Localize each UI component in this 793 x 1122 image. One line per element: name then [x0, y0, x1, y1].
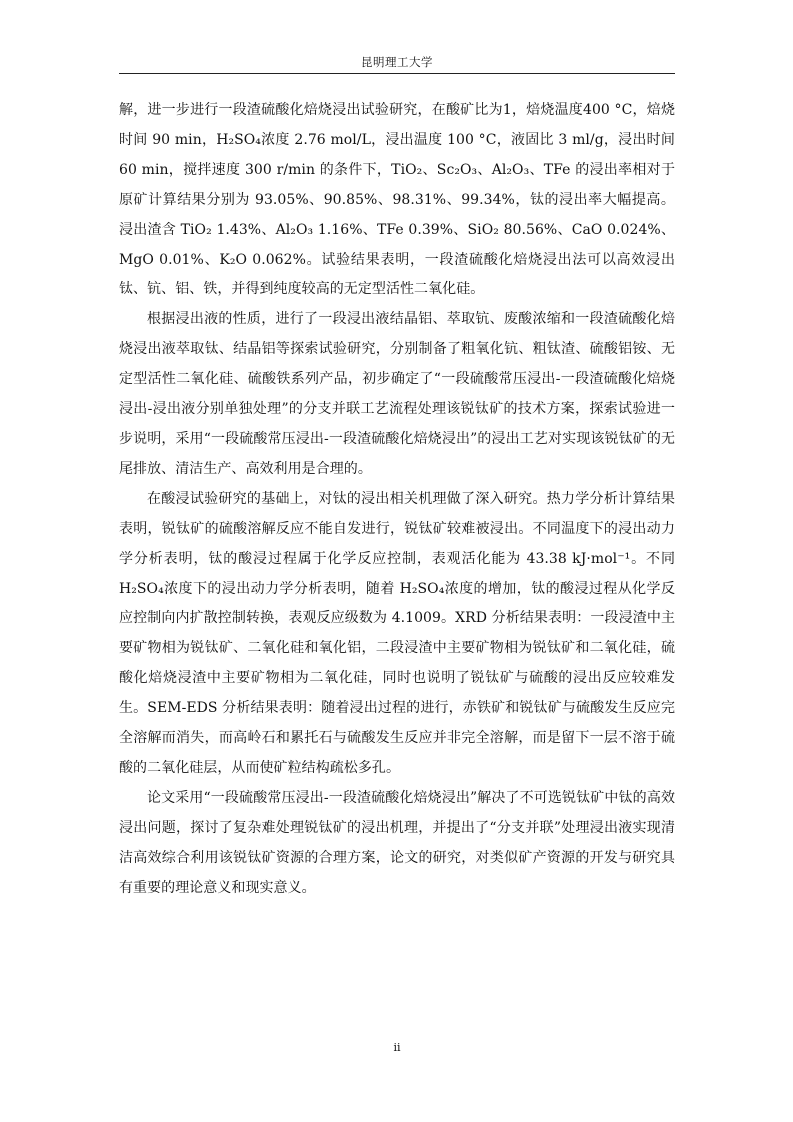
paragraph-continuation: 解，进一步进行一段渣硫酸化焙烧浸出试验研究，在酸矿比为1，焙烧温度400 °C，焙烧时间 90 min，H₂SO₄浓度 2.76 mol/L，浸出温度 100 °C，液固比 3 ml/g，浸出时间 60 min，搅拌速度 300 r/min 的条件下，TiO₂、Sc₂O₃、Al₂O₃、TFe 的浸出率相对于原矿计算结果分别为 93.05%、90.85%、98.31%、99.34%，钛的浸出率大幅提高。浸出渣含 TiO₂ 1.43%、Al₂O₃ 1.16%、TFe 0.39%、SiO₂ 80.56%、CaO 0.024%、MgO 0.01%、K₂O 0.062%。试验结果表明，一段渣硫酸化焙烧浸出法可以高效浸出钛、钪、铝、铁，并得到纯度较高的无定型活性二氧化硅。 — [119, 102, 675, 298]
paragraph: 根据浸出液的性质，进行了一段浸出液结晶铝、萃取钪、废酸浓缩和一段渣硫酸化焙烧浸出液萃取钛、结晶铝等探索试验研究，分别制备了粗氧化钪、粗钛渣、硫酸铝铵、无定型活性二氧化硅、硫酸铁系列产品，初步确定了“一段硫酸常压浸出-一段渣硫酸化焙烧浸出-浸出液分别单独处理”的分支并联工艺流程处理该锐钛矿的技术方案，探索试验进一步说明，采用“一段硫酸常压浸出-一段渣硫酸化焙烧浸出”的浸出工艺对实现该锐钛矿的无尾排放、清洁生产、高效利用是合理的。 — [119, 311, 675, 477]
running-header: 昆明理工大学 — [361, 55, 433, 69]
page-number: ii — [393, 1041, 401, 1054]
header-rule — [119, 73, 675, 74]
body-text — [119, 96, 675, 903]
paragraph: 论文采用“一段硫酸常压浸出-一段渣硫酸化焙烧浸出”解决了不可选锐钛矿中钛的高效浸出问题，探讨了复杂难处理锐钛矿的浸出机理，并提出了“分支并联”处理浸出液实现清洁高效综合利用该锐钛矿资源的合理方案，论文的研究，对类似矿产资源的开发与研究具有重要的理论意义和现实意义。 — [119, 789, 675, 896]
paragraph: 在酸浸试验研究的基础上，对钛的浸出相关机理做了深入研究。热力学分析计算结果表明，锐钛矿的硫酸溶解反应不能自发进行，锐钛矿较难被浸出。不同温度下的浸出动力学分析表明，钛的酸浸过程属于化学反应控制，表观活化能为 43.38 kJ·mol⁻¹。不同 H₂SO₄浓度下的浸出动力学分析表明，随着 H₂SO₄浓度的增加，钛的酸浸过程从化学反应控制向内扩散控制转换，表观反应级数为 4.1009。XRD 分析结果表明：一段浸渣中主要矿物相为锐钛矿、二氧化硅和氧化铝，二段浸渣中主要矿物相为锐钛矿和二氧化硅，硫酸化焙烧浸渣中主要矿物相为二氧化硅，同时也说明了锐钛矿与硫酸的浸出反应较难发生。SEM-EDS 分析结果表明：随着浸出过程的进行，赤铁矿和锐钛矿与硫酸发生反应完全溶解而消失，而高岭石和累托石与硫酸发生反应并非完全溶解，而是留下一层不溶于硫酸的二氧化硅层，从而使矿粒结构疏松多孔。 — [119, 490, 675, 776]
